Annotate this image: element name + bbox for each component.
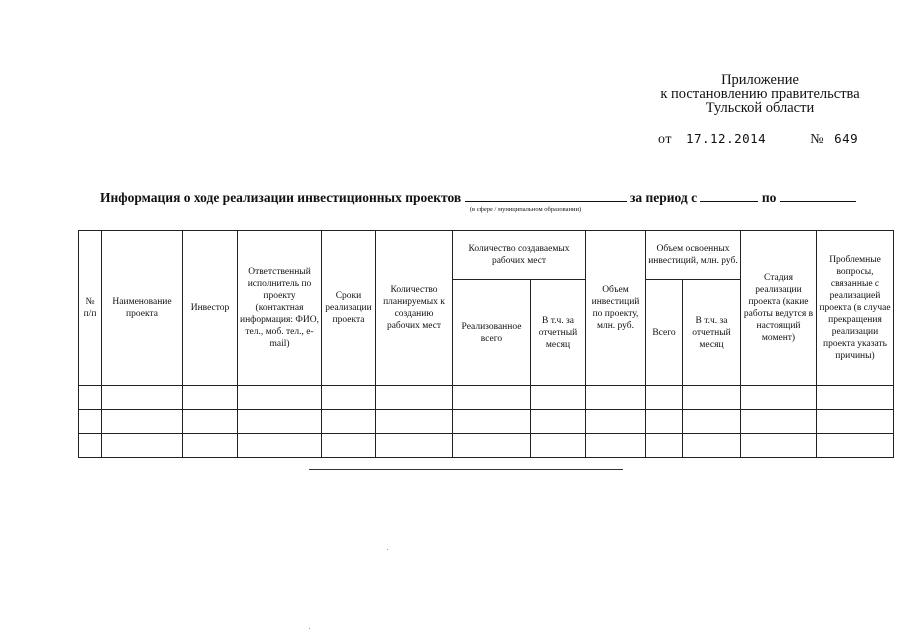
- table-cell[interactable]: [531, 410, 586, 434]
- table-cell[interactable]: [238, 386, 322, 410]
- table-cell[interactable]: [238, 434, 322, 458]
- appendix-line-region: Тульской области: [705, 100, 815, 116]
- table-cell[interactable]: [322, 434, 376, 458]
- period-end-blank[interactable]: [780, 200, 856, 202]
- period-to-label: по: [761, 190, 777, 205]
- table-cell[interactable]: [683, 434, 741, 458]
- header-jobs-month: В т.ч. за отчетный месяц: [531, 280, 586, 386]
- table-cell[interactable]: [531, 386, 586, 410]
- header-project-name: Наименование проекта: [102, 231, 183, 386]
- table-cell[interactable]: [646, 410, 683, 434]
- header-group-mastered: Объем освоенных инвестиций, млн. руб.: [646, 231, 741, 280]
- table-cell[interactable]: [586, 434, 646, 458]
- table-cell[interactable]: [586, 410, 646, 434]
- table-cell[interactable]: [322, 386, 376, 410]
- decree-reference: [658, 131, 858, 148]
- table-cell[interactable]: [741, 386, 817, 410]
- decree-prefix: от: [658, 132, 672, 147]
- footer-line: [309, 469, 623, 470]
- table-cell[interactable]: [322, 410, 376, 434]
- table-row: [79, 434, 894, 458]
- sphere-subnote: (в сфере / муниципальном образовании): [469, 206, 582, 213]
- table-cell[interactable]: [453, 410, 531, 434]
- table-cell[interactable]: [79, 410, 102, 434]
- header-group-jobs: Количество создаваемых рабочих мест: [453, 231, 586, 280]
- table-cell[interactable]: [238, 410, 322, 434]
- header-terms: Сроки реализации проекта: [322, 231, 376, 386]
- report-heading: [100, 190, 860, 206]
- header-responsible: Ответственный исполнитель по проекту (контактная информация: ФИО, тел., моб. тел., e-mail): [238, 231, 322, 386]
- table-cell[interactable]: [376, 410, 453, 434]
- table-cell[interactable]: [102, 434, 183, 458]
- table-cell[interactable]: [817, 434, 894, 458]
- header-invest-volume: Объем инвестиций по проекту, млн. руб.: [586, 231, 646, 386]
- header-stage: Стадия реализации проекта (какие работы ведутся в настоящий момент): [741, 231, 817, 386]
- table-cell[interactable]: [79, 434, 102, 458]
- table-cell[interactable]: [102, 410, 183, 434]
- appendix-line-decree: к постановлению правительства: [660, 86, 860, 102]
- decree-number-sign: №: [810, 132, 825, 147]
- projects-table: [78, 230, 894, 458]
- period-start-blank[interactable]: [700, 200, 758, 202]
- table-cell[interactable]: [817, 386, 894, 410]
- table-cell[interactable]: [646, 434, 683, 458]
- table-cell[interactable]: [183, 410, 238, 434]
- table-cell[interactable]: [741, 434, 817, 458]
- report-title: Информация о ходе реализации инвестиционных проектов: [100, 190, 462, 205]
- table-cell[interactable]: [817, 410, 894, 434]
- table-cell[interactable]: [453, 386, 531, 410]
- table-cell[interactable]: [646, 386, 683, 410]
- table-cell[interactable]: [102, 386, 183, 410]
- decree-number: 649: [834, 131, 859, 146]
- table-cell[interactable]: [376, 434, 453, 458]
- header-investor: Инвестор: [183, 231, 238, 386]
- table-cell[interactable]: [586, 386, 646, 410]
- table-cell[interactable]: [453, 434, 531, 458]
- header-jobs-total: Реализованное всего: [453, 280, 531, 386]
- table-cell[interactable]: [531, 434, 586, 458]
- header-problems: Проблемные вопросы, связанные с реализацией проекта (в случае прекращения реализации проекта указать причины): [817, 231, 894, 386]
- appendix-title: Приложение: [721, 72, 799, 88]
- table-row: [79, 386, 894, 410]
- table-cell[interactable]: [741, 410, 817, 434]
- table-cell[interactable]: [183, 434, 238, 458]
- header-mastered-total: Всего: [646, 280, 683, 386]
- sphere-blank-field[interactable]: [465, 200, 627, 202]
- table-cell[interactable]: [183, 386, 238, 410]
- table-cell[interactable]: [683, 386, 741, 410]
- decree-date: 17.12.2014: [685, 131, 767, 146]
- table-cell[interactable]: [376, 386, 453, 410]
- table-row: [79, 410, 894, 434]
- header-mastered-month: В т.ч. за отчетный месяц: [683, 280, 741, 386]
- table-cell[interactable]: [683, 410, 741, 434]
- period-label: за период с: [629, 190, 698, 205]
- table-cell[interactable]: [79, 386, 102, 410]
- scan-speck: [387, 549, 388, 550]
- scan-speck: [309, 628, 310, 629]
- header-planned-jobs: Количество планируемых к созданию рабочих мест: [376, 231, 453, 386]
- header-number: № п/п: [79, 231, 102, 386]
- table-body: [79, 386, 894, 458]
- appendix-block: [640, 73, 880, 115]
